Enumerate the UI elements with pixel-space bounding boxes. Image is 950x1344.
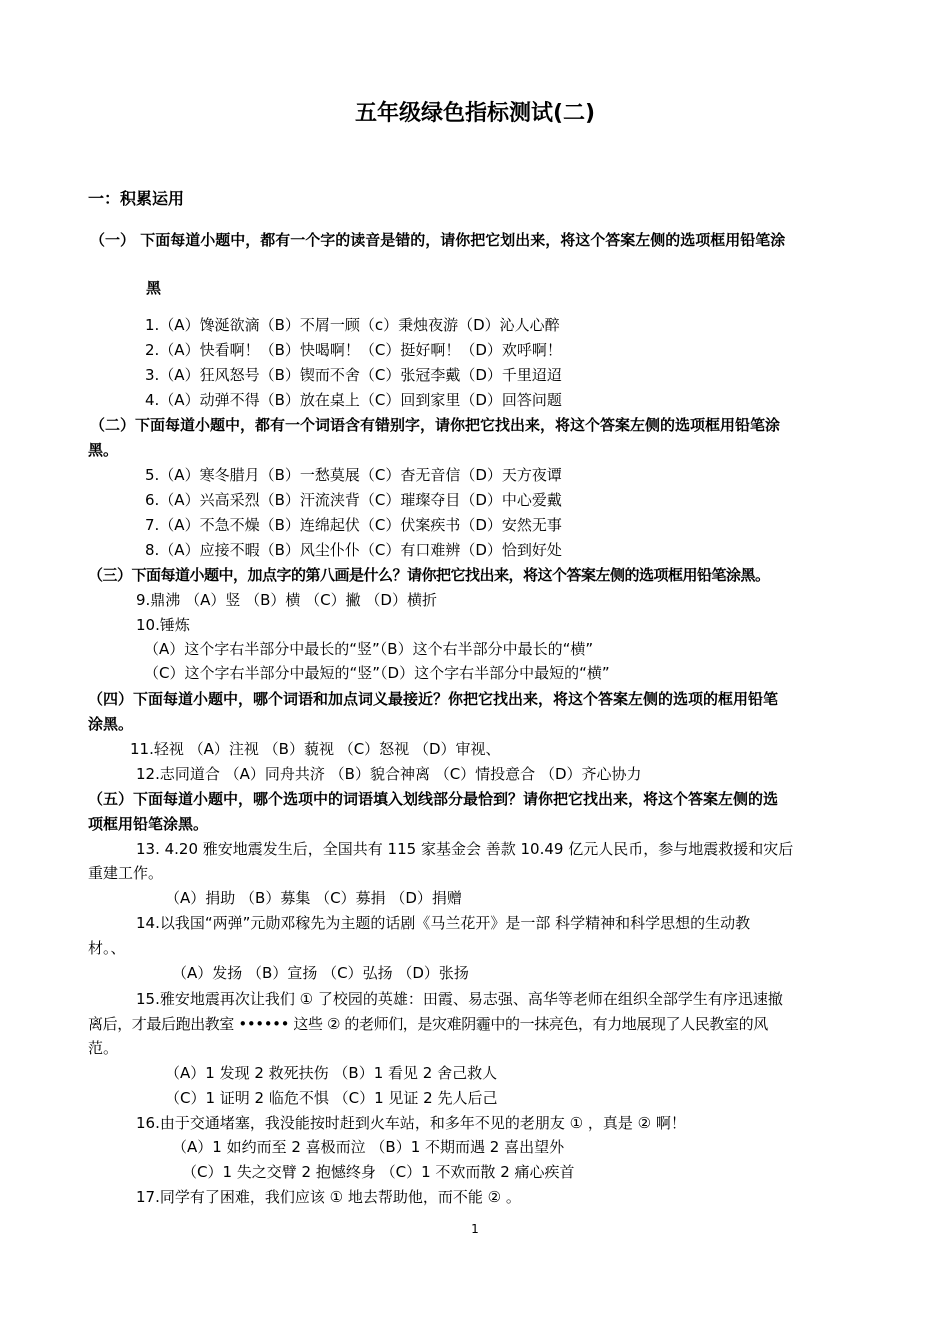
question-16-options-ab: （A）1 如约而至 2 喜极而泣 （B）1 不期而遇 2 喜出望外 [172,1138,565,1156]
question-11: 11.轻视 （A）注视 （B）藐视 （C）怒视 （D）审视、 [130,740,501,758]
question-6: 6.（A）兴高采烈（B）汗流浃背（C）璀璨夺目（D）中心爱戴 [145,491,562,509]
question-12: 12.志同道合 （A）同舟共济 （B）貌合神离 （C）情投意合 （D）齐心协力 [136,765,642,783]
part-2-instruction: （二）下面每道小题中，都有一个词语含有错别字，请你把它找出来，将这个答案左侧的选项框用铅笔涂 [90,416,781,434]
question-16-options-cd: （C）1 失之交臂 2 抱憾终身 （C）1 不欢而散 2 痛心疾首 [182,1163,575,1181]
question-9: 9.鼎沸 （A）竖 （B）横 （C）撇 （D）横折 [136,591,437,609]
question-15-options-ab: （A）1 发现 2 救死扶伤 （B）1 看见 2 舍己救人 [165,1064,498,1082]
question-5: 5.（A）寒冬腊月（B）一愁莫展（C）杳无音信（D）天方夜谭 [145,466,562,484]
question-16: 16.由于交通堵塞，我没能按时赶到火车站，和多年不见的老朋友 ① ，真是 ② 啊！ [136,1114,686,1132]
question-10-options-ab: （A）这个字右半部分中最长的“竖”（B）这个右半部分中最长的“横” [144,640,594,658]
question-14-cont: 材。、 [88,939,126,957]
question-15-cont: 离后，才最后跑出教室 •••••• 这些 ② 的老师们，是灾难阴霾中的一抹亮色，有力地展现了人民教室的风 [88,1015,768,1033]
question-13: 13. 4.20 雅安地震发生后，全国共有 115 家基金会 善款 10.49 亿元人民币，参与地震救援和灾后 [136,840,794,858]
part-2-instruction-cont: 黑。 [88,441,119,459]
section-heading: 一：积累运用 [88,189,185,208]
part-4-instruction-cont: 涂黑。 [88,715,134,733]
question-8: 8.（A）应接不暇（B）风尘仆仆（C）有口难辨（D）恰到好处 [145,541,562,559]
page-number: 1 [471,1222,479,1236]
question-10-options-cd: （C）这个字右半部分中最短的“竖”（D）这个字右半部分中最短的“横” [144,664,610,682]
question-14: 14.以我国“两弹”元勋邓稼先为主题的话剧《马兰花开》是一部 科学精神和科学思想的生动教 [136,914,751,932]
part-5-instruction-cont: 项框用铅笔涂黑。 [88,815,209,833]
question-15-options-cd: （C）1 证明 2 临危不惧 （C）1 见证 2 先人后己 [165,1089,498,1107]
question-1: 1.（A）馋涎欲滴（B）不屑一顾（c）秉烛夜游（D）沁人心醉 [145,316,560,334]
part-3-instruction: （三）下面每道小题中，加点字的第八画是什么？请你把它找出来，将这个答案左侧的选项框用铅笔涂黑。 [88,566,770,584]
question-13-cont: 重建工作。 [88,864,164,882]
question-14-options: （A）发扬 （B）宣扬 （C）弘扬 （D）张扬 [172,964,469,982]
page-title: 五年级绿色指标测试(二) [354,101,596,126]
part-1-instruction-cont: 黑 [146,279,162,297]
part-4-instruction: （四）下面每道小题中，哪个词语和加点词义最接近？你把它找出来，将这个答案左侧的选项的框用铅笔 [88,690,779,708]
question-15: 15.雅安地震再次让我们 ① 了校园的英雄：田霞、易志强、高华等老师在组织全部学生有序迅速撤 [136,990,783,1008]
question-15-cont-2: 范。 [88,1039,119,1057]
part-5-instruction: （五）下面每道小题中，哪个选项中的词语填入划线部分最恰到？请你把它找出来，将这个答案左侧的选 [88,790,779,808]
part-1-instruction: （一） 下面每道小题中，都有一个字的读音是错的，请你把它划出来，将这个答案左侧的选项框用铅笔涂 [90,231,786,249]
question-7: 7.（A）不急不燥（B）连绵起伏（C）伏案疾书（D）安然无事 [145,516,562,534]
question-17: 17.同学有了困难，我们应该 ① 地去帮助他，而不能 ② 。 [136,1188,521,1206]
question-2: 2.（A）快看啊！（B）快喝啊！（C）挺好啊！（D）欢呼啊！ [145,341,562,359]
question-4: 4.（A）动弹不得（B）放在桌上（C）回到家里（D）回答问题 [145,391,562,409]
question-13-options: （A）捐助 （B）募集 （C）募捐 （D）捐赠 [165,889,462,907]
question-3: 3.（A）狂风怒号（B）锲而不舍（C）张冠李戴（D）千里迢迢 [145,366,562,384]
question-10: 10.锤炼 [136,616,190,634]
